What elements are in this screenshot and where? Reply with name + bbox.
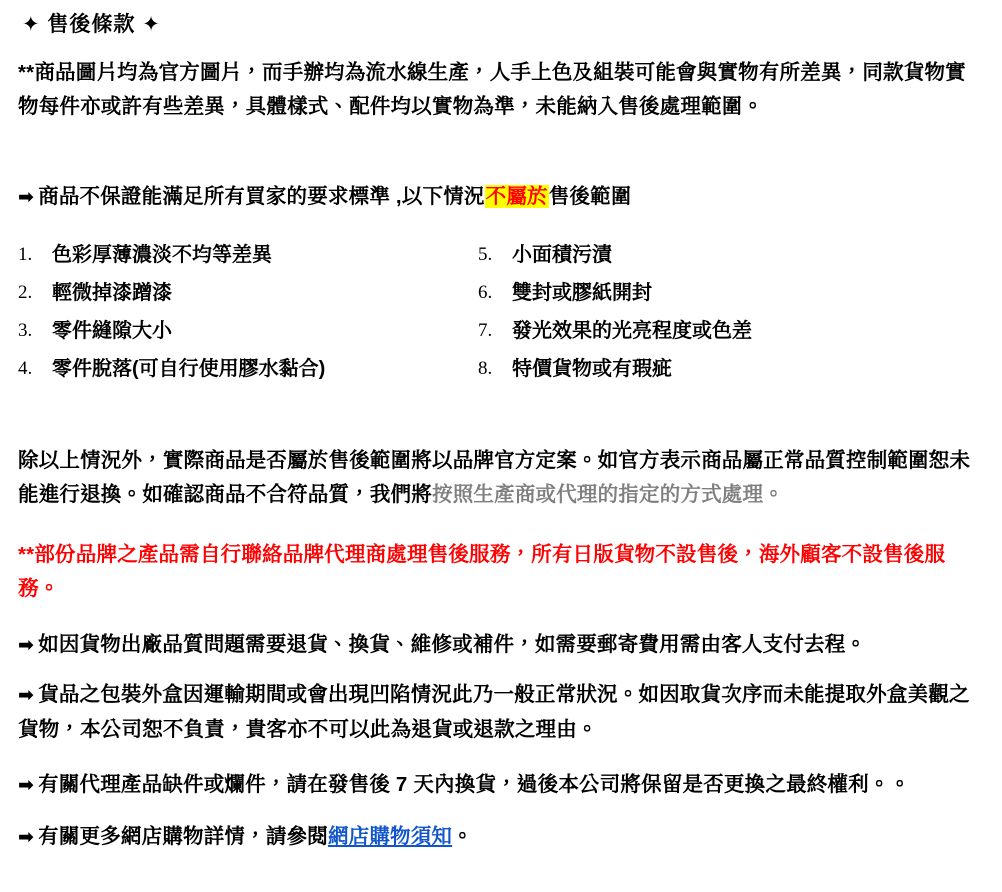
more-info-text-after: 。 — [452, 825, 473, 848]
arrow-icon: ➡ — [18, 827, 35, 848]
red-notice-paragraph: **部份品牌之產品需自行聯絡品牌代理商處理售後服務，所有日版貨物不設售後，海外顧客不設售後服務。 — [18, 543, 946, 600]
shopping-guide-link[interactable]: 網店購物須知 — [327, 825, 453, 848]
result-text: 除以上情況外，實際商品是否屬於售後範圍將以品牌官方定案。如官方表示商品屬正常品質控制範圍恕未能進行退換。如確認商品不合符品質，我們將 — [18, 449, 971, 506]
list-item — [18, 274, 458, 312]
agent-products-text: 有關代理產品缺件或爛件，請在發售後 7 天內換貨，過後本公司將保留是否更換之最終權利。。 — [38, 773, 911, 796]
list-item-number: 3. — [18, 320, 33, 341]
list-item-number: 1. — [18, 244, 33, 265]
not-covered-text-after: 售後範圍 — [548, 185, 632, 208]
more-info-text-before: 有關更多網店購物詳情，請參閱 — [38, 825, 328, 848]
shipping-text: 如因貨物出廠品質問題需要退貨、換貨、維修或補件，如需要郵寄費用需由客人支付去程。 — [38, 633, 867, 656]
page-title: ✦ 售後條款 ✦ — [22, 13, 161, 36]
list-item-label: 零件縫隙大小 — [52, 320, 172, 342]
result-paragraph — [18, 444, 982, 512]
exclusions-list — [18, 236, 978, 388]
list-item-label: 發光效果的光亮程度或色差 — [512, 320, 752, 342]
list-item-label: 輕微掉漆蹭漆 — [52, 282, 172, 304]
not-covered-text-before: 商品不保證能滿足所有買家的要求標準 ,以下情況 — [38, 185, 485, 208]
more-info-paragraph — [18, 820, 982, 855]
list-item — [18, 312, 458, 350]
result-text-grey: 按照生產商或代理的指定的方式處理。 — [432, 483, 784, 506]
box-condition-text: 貨品之包裝外盒因運輸期間或會出現凹陷情況此乃一般正常狀況。如因取貨次序而未能提取外盒美觀之貨物，本公司恕不負責，貴客亦不可以此為退貨或退款之理由。 — [18, 683, 970, 741]
intro-paragraph: **商品圖片均為官方圖片，而手辦均為流水線生產，人手上色及組裝可能會與實物有所差異，同款貨物實物每件亦或許有些差異，具體樣式、配件均以實物為準，未能納入售後處理範圍。 — [18, 61, 966, 118]
list-item-number: 8. — [478, 358, 493, 379]
list-item-number: 5. — [478, 244, 493, 265]
list-item-label: 雙封或膠紙開封 — [512, 282, 652, 304]
agent-products-paragraph — [18, 768, 982, 803]
list-item-number: 4. — [18, 358, 33, 379]
list-item-number: 6. — [478, 282, 493, 303]
list-item — [478, 236, 918, 274]
list-item — [18, 236, 458, 274]
list-item — [478, 350, 918, 388]
list-item-label: 小面積污漬 — [512, 244, 612, 266]
not-covered-highlight: 不屬於 — [485, 185, 548, 208]
list-item — [478, 312, 918, 350]
arrow-icon: ➡ — [18, 187, 35, 208]
list-item — [478, 274, 918, 312]
list-item-label: 零件脫落(可自行使用膠水黏合) — [52, 358, 326, 380]
exclusions-column-right — [478, 236, 918, 388]
shipping-paragraph — [18, 628, 982, 663]
list-item-label: 色彩厚薄濃淡不均等差異 — [52, 244, 272, 266]
list-item-number: 7. — [478, 320, 493, 341]
list-item-label: 特價貨物或有瑕疵 — [512, 358, 672, 380]
arrow-icon: ➡ — [18, 635, 35, 656]
arrow-icon: ➡ — [18, 685, 35, 706]
not-covered-heading — [18, 180, 978, 215]
list-item — [18, 350, 458, 388]
exclusions-column-left — [18, 236, 458, 388]
box-condition-paragraph — [18, 678, 982, 747]
arrow-icon: ➡ — [18, 775, 35, 796]
list-item-number: 2. — [18, 282, 33, 303]
